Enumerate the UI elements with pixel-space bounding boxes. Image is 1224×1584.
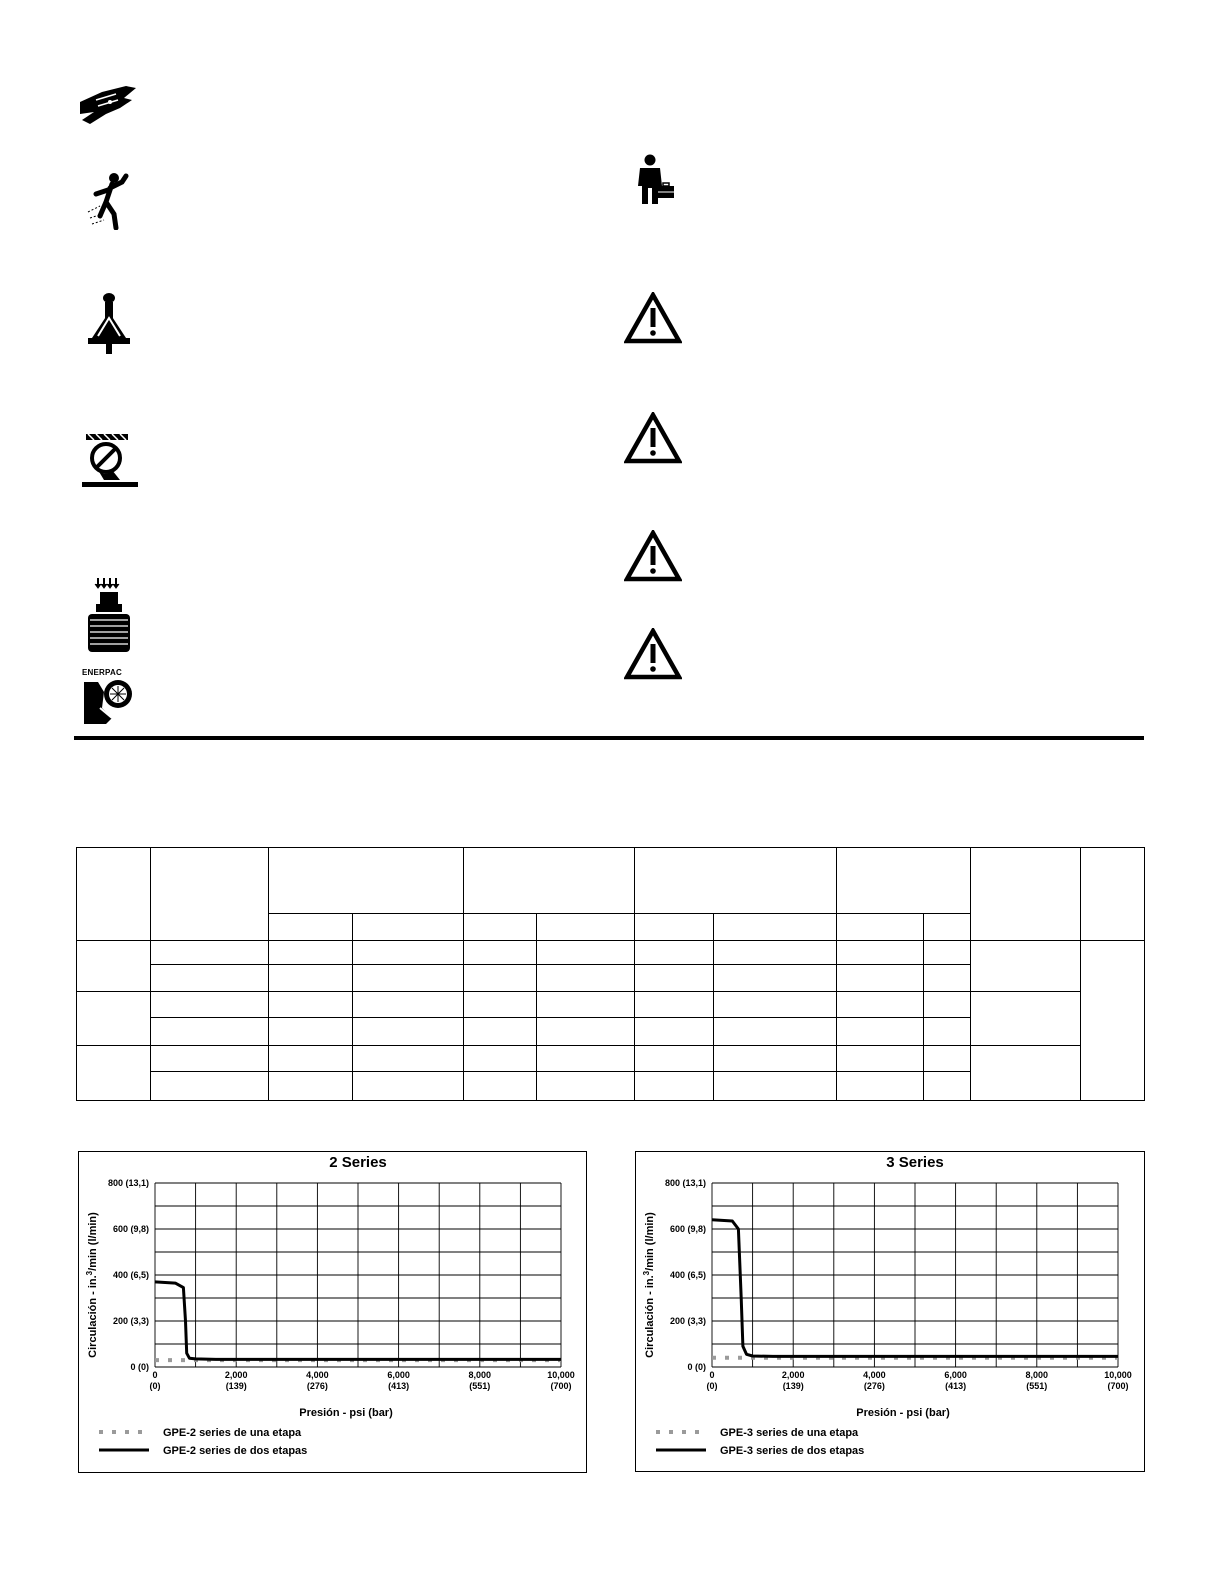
table-cell (635, 1017, 714, 1045)
table-cell (464, 1045, 537, 1071)
table-cell (714, 941, 837, 965)
table-cell (151, 1017, 269, 1045)
y-axis-label (642, 1212, 657, 1358)
y-axis-label-sup: 3 (641, 1270, 651, 1276)
chart-grid (712, 1183, 1118, 1367)
y-tick-label: 600 (9,8) (669, 1224, 706, 1234)
table-cell (924, 941, 971, 965)
x-tick-label-bar: (700) (1107, 1381, 1129, 1391)
table-cell (353, 1045, 464, 1071)
x-tick-label: 8,000 (1025, 1370, 1049, 1380)
warning-triangle-icon (624, 292, 682, 344)
x-tick-label: 2,000 (224, 1370, 248, 1380)
x-tick-label-bar: (413) (388, 1381, 410, 1391)
specifications-table (76, 847, 1145, 1101)
table-cell (269, 991, 353, 1017)
enerpac-wrench-icon (82, 668, 136, 726)
warning-triangle-icon (624, 412, 682, 464)
table-header-cell (1081, 848, 1145, 941)
table-header-row (77, 848, 1145, 914)
x-tick-label: 0 (152, 1370, 158, 1380)
table-cell (269, 1071, 353, 1100)
table-cell (537, 941, 635, 965)
table-cell (77, 1045, 151, 1100)
table-cell (714, 1071, 837, 1100)
table-header-cell (77, 848, 151, 941)
table-cell (837, 1045, 924, 1071)
flow-chart-2-series (79, 1152, 586, 1472)
service-technician-icon (636, 154, 676, 206)
table-header-cell (971, 848, 1081, 941)
y-axis-label-prefix: Circulación - in. (644, 1275, 656, 1358)
table-subheader-cell (924, 914, 971, 941)
table-header-cell (269, 848, 464, 914)
x-tick-label: 10,000 (1104, 1370, 1132, 1380)
table-cell (151, 1071, 269, 1100)
x-tick-label-bar: (413) (945, 1381, 967, 1391)
y-tick-label: 400 (6,5) (669, 1270, 706, 1280)
table-cell (714, 1045, 837, 1071)
x-tick-label-bar: (551) (1026, 1381, 1048, 1391)
table-cell (353, 1017, 464, 1045)
load-cylinder-icon (84, 576, 134, 654)
y-tick-label: 600 (9,8) (112, 1224, 149, 1234)
hand-injection-icon (80, 84, 138, 126)
table-cell (924, 1017, 971, 1045)
table-subheader-cell (714, 914, 837, 941)
x-tick-label: 0 (709, 1370, 715, 1380)
table-cell (635, 991, 714, 1017)
table-subheader-cell (635, 914, 714, 941)
warning-triangle-icon (624, 530, 682, 582)
table-cell (537, 1045, 635, 1071)
chart-2-series (78, 1151, 587, 1473)
table-cell (77, 941, 151, 991)
table-cell (151, 991, 269, 1017)
table-cell (635, 965, 714, 991)
x-axis-label: Presión - psi (bar) (856, 1407, 950, 1419)
table-subheader-cell (269, 914, 353, 941)
warning-triangle-icon (624, 628, 682, 680)
table-cell (837, 991, 924, 1017)
x-tick-label: 4,000 (863, 1370, 886, 1380)
table-header-cell (151, 848, 269, 941)
table-cell (269, 941, 353, 965)
y-axis-label-sup: 3 (84, 1270, 94, 1276)
table-cell (714, 965, 837, 991)
x-tick-label-bar: (139) (225, 1381, 247, 1391)
table-header-cell (635, 848, 837, 914)
table-cell (924, 1071, 971, 1100)
table-cell (924, 965, 971, 991)
y-tick-label: 800 (13,1) (107, 1178, 149, 1188)
y-tick-label: 200 (3,3) (669, 1316, 706, 1326)
legend-label: GPE-2 series de una etapa (163, 1427, 302, 1439)
y-tick-label: 200 (3,3) (112, 1316, 149, 1326)
table-cell (537, 1017, 635, 1045)
table-cell (837, 1071, 924, 1100)
table-cell (464, 1017, 537, 1045)
table-cell (464, 1071, 537, 1100)
table-cell (971, 1045, 1081, 1100)
x-tick-label-bar: (0) (149, 1381, 161, 1391)
table-cell (353, 991, 464, 1017)
table-row (77, 991, 1145, 1017)
chart-title: 2 Series (329, 1154, 387, 1171)
table-header-cell (464, 848, 635, 914)
x-tick-label-bar: (276) (863, 1381, 885, 1391)
y-axis-label-suffix: /min (l/min) (87, 1212, 99, 1271)
y-tick-label: 0 (0) (130, 1362, 149, 1372)
y-axis-label (85, 1212, 100, 1358)
table-cell (353, 941, 464, 965)
table-cell (924, 1045, 971, 1071)
table-cell (464, 991, 537, 1017)
legend-label: GPE-2 series de dos etapas (163, 1445, 308, 1457)
table-cell (537, 991, 635, 1017)
table-cell (924, 991, 971, 1017)
chart-3-series (635, 1151, 1145, 1472)
table-cell (714, 1017, 837, 1045)
table-cell (537, 1071, 635, 1100)
table-cell (464, 941, 537, 965)
table-cell (837, 965, 924, 991)
chart-title: 3 Series (886, 1154, 944, 1171)
table-cell (537, 965, 635, 991)
y-axis-label-suffix: /min (l/min) (644, 1212, 656, 1271)
table-subheader-cell (353, 914, 464, 941)
y-axis-label-prefix: Circulación - in. (87, 1275, 99, 1358)
table-subheader-cell (537, 914, 635, 941)
x-axis-label: Presión - psi (bar) (299, 1407, 393, 1419)
x-tick-label: 6,000 (387, 1370, 410, 1380)
x-tick-label: 10,000 (547, 1370, 575, 1380)
table-subheader-cell (837, 914, 924, 941)
jack-lift-icon (84, 292, 134, 356)
table-cell (1081, 941, 1145, 1101)
y-tick-label: 0 (0) (687, 1362, 706, 1372)
y-tick-label: 400 (6,5) (112, 1270, 149, 1280)
legend-label: GPE-3 series de dos etapas (720, 1445, 865, 1457)
legend-label: GPE-3 series de una etapa (720, 1427, 859, 1439)
table-cell (151, 1045, 269, 1071)
table-row (77, 941, 1145, 965)
table-header-cell (837, 848, 971, 914)
table-cell (635, 1071, 714, 1100)
table-cell (269, 965, 353, 991)
table-cell (837, 941, 924, 965)
table-cell (464, 965, 537, 991)
wrench-hand-icon (82, 678, 136, 726)
table-cell (971, 991, 1081, 1045)
table-cell (353, 965, 464, 991)
no-heat-icon (80, 432, 138, 488)
x-tick-label-bar: (700) (550, 1381, 572, 1391)
person-falling-icon (86, 172, 130, 230)
table-cell (971, 941, 1081, 991)
y-tick-label: 800 (13,1) (664, 1178, 706, 1188)
section-divider (74, 736, 1144, 740)
table-cell (151, 965, 269, 991)
x-tick-label: 8,000 (468, 1370, 492, 1380)
x-tick-label: 2,000 (781, 1370, 805, 1380)
enerpac-logo-text: ENERPAC (82, 668, 122, 677)
table-cell (269, 1017, 353, 1045)
x-tick-label-bar: (0) (706, 1381, 718, 1391)
table-cell (714, 991, 837, 1017)
table-cell (635, 1045, 714, 1071)
table-cell (77, 991, 151, 1045)
table-cell (353, 1071, 464, 1100)
x-tick-label: 4,000 (306, 1370, 329, 1380)
flow-chart-3-series (636, 1152, 1144, 1471)
x-tick-label-bar: (276) (306, 1381, 328, 1391)
table-cell (837, 1017, 924, 1045)
table-cell (635, 941, 714, 965)
x-tick-label: 6,000 (944, 1370, 967, 1380)
table-cell (269, 1045, 353, 1071)
table-cell (151, 941, 269, 965)
chart-grid (155, 1183, 561, 1367)
x-tick-label-bar: (139) (782, 1381, 804, 1391)
table-row (77, 1045, 1145, 1071)
table-subheader-cell (464, 914, 537, 941)
x-tick-label-bar: (551) (469, 1381, 491, 1391)
